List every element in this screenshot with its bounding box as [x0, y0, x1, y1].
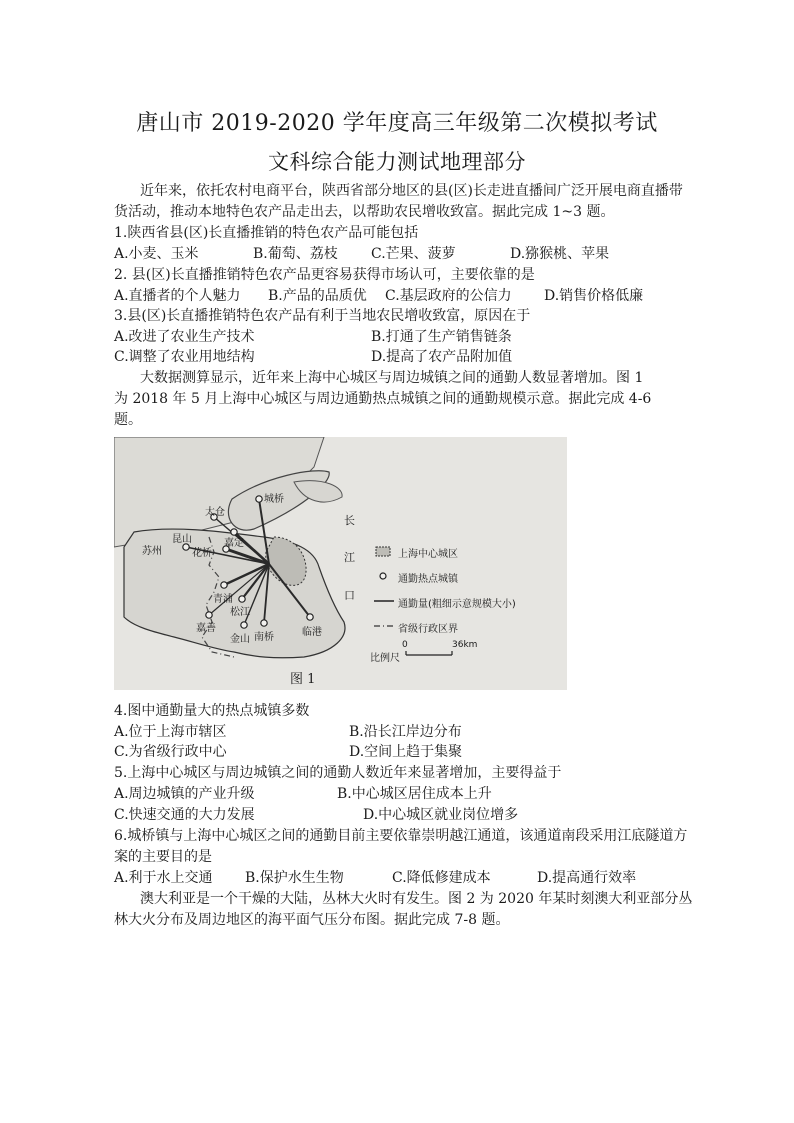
river-label: 长 [344, 514, 355, 527]
page-title: 唐山市 2019-2020 学年度高三年级第二次模拟考试 [136, 111, 658, 136]
scale-zero: 0 [402, 640, 408, 650]
q6-option-a: A.利于水上交通 [114, 870, 213, 886]
town-label: 苏州 [142, 546, 162, 557]
scale-label: 比例尺 [370, 653, 400, 664]
q5-option-b: B.中心城区居住成本上升 [337, 786, 492, 802]
q5-option-a: A.周边城镇的产业升级 [114, 786, 255, 802]
q1-stem: 1.陕西省县(区)长直播推销的特色农产品可能包括 [114, 225, 419, 241]
figure1-map [114, 437, 567, 690]
town-label: 城桥 [264, 494, 284, 505]
q1-option-b: B.葡萄、荔枝 [253, 246, 338, 262]
q5-option-d: D.中心城区就业岗位增多 [363, 807, 519, 823]
q3-stem: 3.县(区)长直播推销特色农产品有利于当地农民增收致富，原因在于 [114, 308, 531, 324]
town-label: 金山 [230, 634, 250, 645]
q6-stem-line2: 案的主要目的是 [114, 849, 212, 865]
q6-option-c: C.降低修建成本 [392, 870, 491, 886]
q2-option-a: A.直播者的个人魅力 [114, 288, 241, 304]
q4-stem: 4.图中通勤量大的热点城镇多数 [114, 703, 310, 719]
q6-option-b: B.保护水生生物 [245, 870, 344, 886]
intro1-line1: 近年来，依托农村电商平台，陕西省部分地区的县(区)长走进直播间广泛开展电商直播带 [140, 183, 683, 199]
q4-option-d: D.空间上趋于集聚 [349, 744, 463, 760]
town-label: 昆山 [172, 534, 192, 545]
town-label: 花桥 [192, 548, 212, 559]
q3-option-d: D.提高了农产品附加值 [371, 349, 513, 365]
q6-option-d: D.提高通行效率 [537, 870, 637, 886]
town-label: 松江 [230, 607, 250, 618]
q4-option-c: C.为省级行政中心 [114, 744, 227, 760]
town-label: 临港 [302, 627, 322, 638]
intro1-line2: 货活动，推动本地特色农产品走出去，以帮助农民增收致富。据此完成 1~3 题。 [114, 204, 615, 220]
legend-hotspot: 通勤热点城镇 [398, 574, 458, 585]
scale-distance: 36km [452, 640, 478, 650]
river-label: 口 [344, 589, 355, 602]
intro3-line2: 林大火分布及周边地区的海平面气压分布图。据此完成 7-8 题。 [114, 912, 510, 928]
q1-option-d: D.猕猴桃、苹果 [510, 246, 610, 262]
intro2-line2: 为 2018 年 5 月上海中心城区与周边通勤热点城镇之间的通勤规模示意。据此完成 4-6 [114, 391, 652, 407]
q2-option-b: B.产品的品质优 [268, 288, 367, 304]
q4-option-b: B.沿长江岸边分布 [349, 724, 462, 740]
q6-stem-line1: 6.城桥镇与上海中心城区之间的通勤目前主要依靠崇明越江通道，该通道南段采用江底隧道方 [114, 828, 688, 844]
figure-caption: 图 1 [290, 672, 316, 687]
q2-option-d: D.销售价格低廉 [544, 288, 644, 304]
river-label: 江 [344, 551, 355, 564]
intro2-line1: 大数据测算显示，近年来上海中心城区与周边城镇之间的通勤人数显著增加。图 1 [140, 370, 644, 386]
q2-stem: 2. 县(区)长直播推销特色农产品更容易获得市场认可，主要依靠的是 [114, 267, 535, 283]
q4-option-a: A.位于上海市辖区 [114, 724, 227, 740]
town-label: 嘉善 [196, 623, 216, 634]
q2-option-c: C.基层政府的公信力 [385, 288, 512, 304]
q1-option-c: C.芒果、菠萝 [371, 246, 456, 262]
intro3-line1: 澳大利亚是一个干燥的大陆，丛林大火时有发生。图 2 为 2020 年某时刻澳大利亚部分丛 [140, 891, 693, 907]
legend-core: 上海中心城区 [398, 549, 458, 560]
q5-stem: 5.上海中心城区与周边城镇之间的通勤人数近年来显著增加，主要得益于 [114, 765, 562, 781]
legend-boundary: 省级行政区界 [398, 624, 458, 635]
page-subtitle: 文科综合能力测试地理部分 [268, 150, 526, 174]
town-label: 嘉定 [224, 538, 244, 549]
q3-option-a: A.改进了农业生产技术 [114, 329, 255, 345]
q5-option-c: C.快速交通的大力发展 [114, 807, 255, 823]
town-label: 青浦 [213, 594, 233, 605]
q1-option-a: A.小麦、玉米 [114, 246, 199, 262]
town-label: 南桥 [254, 632, 274, 643]
q3-option-b: B.打通了生产销售链条 [371, 329, 512, 345]
legend-flow: 通勤量(粗细示意规模大小) [398, 599, 516, 610]
intro2-line3: 题。 [114, 412, 142, 428]
q3-option-c: C.调整了农业用地结构 [114, 349, 255, 365]
town-label: 太仓 [205, 507, 225, 518]
map-svg [114, 437, 567, 690]
